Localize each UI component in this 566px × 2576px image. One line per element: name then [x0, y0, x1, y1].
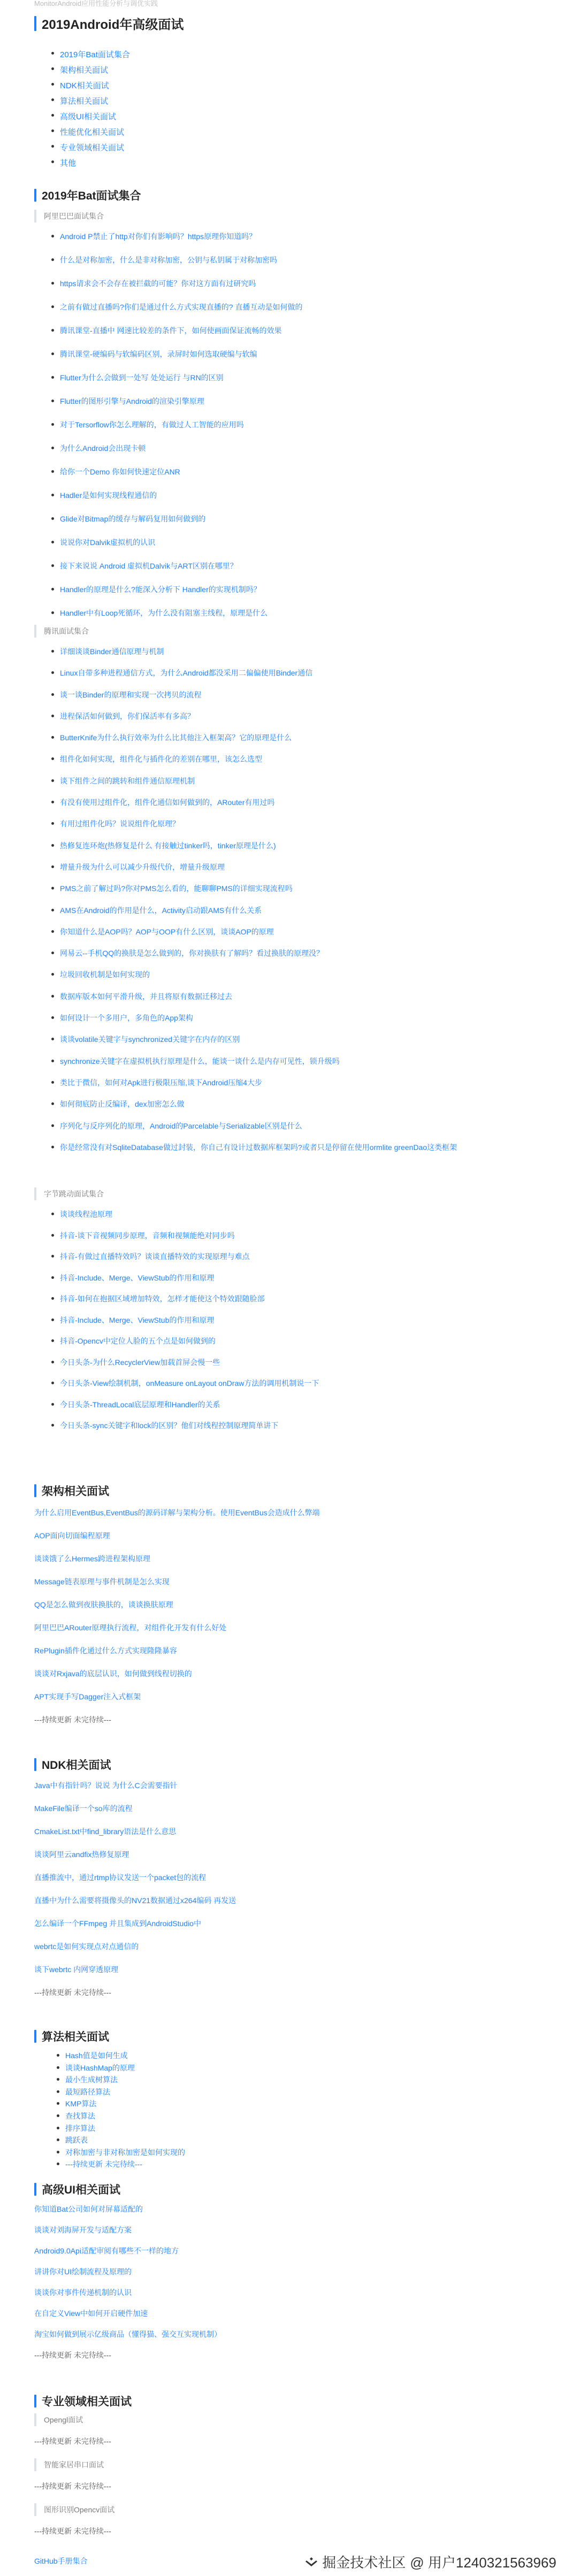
list-item: ButterKnife为什么执行效率为什么比其他注入框架高？它的原理是什么 — [51, 731, 548, 744]
list-item: 查找算法 — [57, 2110, 548, 2122]
sub-heading-ali: 阿里巴巴面试集合 — [34, 210, 548, 223]
list-item: 你是经常没有对SqliteDatabase做过封装，你自己有设计过数据库框架吗?或者只是停留在使用ormlite greenDao这类框架 — [51, 1141, 548, 1154]
list-item: Hash值是如何生成 — [57, 2050, 548, 2061]
cut-off-text: MonitorAndroid应用性能分析与调优实践 — [34, 0, 158, 7]
watermark — [305, 2552, 556, 2572]
ongoing-note: ---持续更新 未完待续--- — [34, 2482, 111, 2490]
list-item: 谈谈对刘海屏开发与适配方案 — [34, 2226, 132, 2234]
ui-question-list — [34, 2203, 221, 2362]
watermark-site: 掘金技术社区 — [322, 2555, 406, 2571]
sub-heading: Opengl面试 — [34, 2413, 548, 2426]
section-title-arch: 架构相关面试 — [34, 1483, 109, 1499]
section-title-pro: 专业领域相关面试 — [34, 2393, 132, 2409]
ongoing-note: ---持续更新 未完待续--- — [34, 1988, 111, 1997]
list-item: 接下来说说 Android 虚拟机Dalvik与ART区别在哪里？ — [51, 559, 548, 572]
list-item: ---持续更新 未完待续--- — [57, 2158, 548, 2170]
list-item: 增量升级为什么可以减少升级代价，增量升级原理 — [51, 861, 548, 873]
list-item: 淘宝如何做到展示亿级商品（懂得猫、强交互实现机制） — [34, 2330, 221, 2339]
list-item: 抖音-如何在抱据区域增加特效，怎样才能使这个特效跟随脸部 — [51, 1292, 548, 1305]
section-title-ui: 高级UI相关面试 — [34, 2181, 120, 2197]
main-title — [34, 14, 183, 33]
list-item: 进程保活如何做到，你们保活率有多高？ — [51, 710, 548, 723]
list-item: 谈谈volatile关键字与synchronized关键字在内存的区别 — [51, 1033, 548, 1046]
list-item: 谈谈HashMap的原理 — [57, 2062, 548, 2074]
table-of-contents — [51, 47, 130, 171]
toc-link[interactable]: 算法相关面试 — [51, 94, 130, 109]
list-item: PMS之前了解过吗?你对PMS怎么看的，能聊聊PMS的详细实现流程吗 — [51, 882, 548, 895]
pro-block — [34, 2413, 548, 2537]
list-item: 谈谈阿里云andfix热修复原理 — [34, 1850, 129, 1859]
sub-heading-bytedance: 字节跳动面试集合 — [34, 1187, 548, 1200]
list-item: QQ是怎么做到夜肤换肤的，谈谈换肤原理 — [34, 1600, 173, 1609]
ali-question-list — [34, 230, 548, 619]
list-item: synchronize关键字在虚拟机执行原理是什么，能谈一谈什么是内存可见性，锁升级吗 — [51, 1055, 548, 1068]
toc-link[interactable]: 架构相关面试 — [51, 63, 130, 78]
list-item: 为什么Android会出现卡顿 — [51, 442, 548, 455]
ongoing-note: ---持续更新 未完待续--- — [34, 2351, 111, 2359]
list-item: 谈谈你对事件传递机制的认识 — [34, 2288, 132, 2297]
list-item: 抖音-Opencv中定位人脸的五个点是如何做到的 — [51, 1335, 548, 1347]
list-item: 最短路径算法 — [57, 2086, 548, 2098]
main-title-text: 2019Android年高级面试 — [42, 18, 184, 32]
list-item: CmakeList.txt中find_library语法是什么意思 — [34, 1827, 177, 1836]
tencent-question-list — [34, 645, 548, 1154]
list-item: 直播推流中，通过rtmp协议发送一个packet包的流程 — [34, 1873, 206, 1882]
list-item: Flutter的图形引擎与Android的渲染引擎原理 — [51, 395, 548, 408]
list-item: 序列化与反序列化的原理，Android的Parcelable与Serializable区别是什么 — [51, 1120, 548, 1132]
github-line — [34, 2556, 88, 2566]
list-item: 跳跃表 — [57, 2134, 548, 2146]
heading-bar — [34, 2395, 36, 2408]
sub-heading-tencent: 腾讯面试集合 — [34, 625, 548, 638]
list-item: 谈谈线程池原理 — [51, 1208, 548, 1221]
list-item: 谈谈饿了么Hermes跨进程架构原理 — [34, 1554, 151, 1563]
list-item: 说说你对Dalvik虚拟机的认识 — [51, 536, 548, 549]
list-item: 对于Tersorflow你怎么理解的，有做过人工智能的应用吗 — [51, 418, 548, 431]
list-item: 讲讲你对UI绘制流程及原理的 — [34, 2267, 132, 2276]
list-item: 今日头条-View绘制机制，onMeasure onLayout onDraw方法的调用机制说一下 — [51, 1377, 548, 1390]
list-item: 给你一个Demo 你如何快速定位ANR — [51, 465, 548, 478]
bat-tencent-block — [34, 625, 548, 1162]
arch-question-list — [34, 1506, 320, 1726]
list-item: 垃圾回收机制是如何实现的 — [51, 968, 548, 981]
list-item: 今日头条-sync关键字和lock的区别？他们对线程控制原理简单讲下 — [51, 1419, 548, 1432]
list-item: Handler的原理是什么?能深入分析下 Handler的实现机制吗？ — [51, 583, 548, 596]
juejin-logo-icon — [305, 2557, 318, 2567]
list-item: APT实现手写Dagger注入式框架 — [34, 1692, 141, 1701]
list-item: 抖音-Include、Merge、ViewStub的作用和原理 — [51, 1314, 548, 1327]
list-item: 阿里巴巴ARouter原理执行流程，对组件化开发有什么好处 — [34, 1623, 227, 1632]
list-item: 详细谈谈Binder通信原理与机制 — [51, 645, 548, 658]
list-item: 之前有做过直播吗?你们是通过什么方式实现直播的? 直播互动是如何做的 — [51, 301, 548, 313]
bat-ali-block — [34, 210, 548, 630]
toc-link[interactable]: 2019年Bat面试集合 — [51, 47, 130, 63]
heading-bar — [34, 1758, 36, 1771]
list-item: 如何彻底防止反编译，dex加密怎么做 — [51, 1098, 548, 1110]
list-item: Glide对Bitmap的缓存与解码复用如何做到的 — [51, 512, 548, 525]
list-item: AOP面向切面编程原理 — [34, 1531, 110, 1540]
section-title-bat: 2019年Bat面试集合 — [34, 187, 141, 203]
list-item: 什么是对称加密，什么是非对称加密，公钥与私钥属于对称加密吗 — [51, 254, 548, 266]
sub-heading: 智能家居串口面试 — [34, 2458, 548, 2471]
list-item: 网易云--手机QQ的换肤是怎么做到的，你对换肤有了解吗？看过换肤的原理没？ — [51, 947, 548, 960]
list-item: 你知道Bat公司如何对屏幕适配的 — [34, 2205, 143, 2213]
list-item: 腾讯课堂-直播中 网速比较差的条件下，如何使画面保证流畅的效果 — [51, 324, 548, 337]
heading-bar — [34, 2183, 36, 2196]
heading-bar — [34, 2030, 36, 2043]
list-item: 今日头条-ThreadLocal底层原理和Handler的关系 — [51, 1398, 548, 1411]
watermark-user: @ 用户1240321563969 — [410, 2555, 556, 2571]
list-item: 怎么编译一个FFmpeg 并且集成到AndroidStudio中 — [34, 1919, 201, 1928]
list-item: 今日头条-为什么RecyclerView加载首屏会慢一些 — [51, 1356, 548, 1369]
toc-link[interactable]: 专业领域相关面试 — [51, 140, 130, 156]
list-item: 抖音-Include、Merge、ViewStub的作用和原理 — [51, 1271, 548, 1284]
list-item: Message链表原理与事件机制是怎么实现 — [34, 1577, 170, 1586]
heading-bar — [34, 1484, 36, 1497]
list-item: 你知道什么是AOP吗？AOP与OOP有什么区别，谈谈AOP的原理 — [51, 925, 548, 938]
list-item: 热修复连环炮(热修复是什么 有接触过tinker吗，tinker原理是什么) — [51, 839, 548, 852]
heading-bar — [34, 16, 36, 31]
list-item: Linux自带多种进程通信方式，为什么Android都没采用二偏偏使用Binder通信 — [51, 666, 548, 679]
list-item: 组件化如何实现，组件化与插件化的差别在哪里，该怎么选型 — [51, 753, 548, 765]
list-item: KMP算法 — [57, 2098, 548, 2110]
list-item: 谈下webrtc 内网穿透原理 — [34, 1965, 119, 1974]
toc-link[interactable]: 其他 — [51, 156, 130, 171]
ongoing-note: ---持续更新 未完待续--- — [34, 2437, 111, 2445]
list-item: 谈下组件之间的跳转和组件通信原理机制 — [51, 775, 548, 787]
algo-block — [34, 2050, 548, 2171]
list-item: Android P禁止了http对你们有影响吗？https原理你知道吗？ — [51, 230, 548, 243]
heading-bar — [34, 189, 36, 202]
algo-question-list — [34, 2050, 548, 2170]
ndk-question-list — [34, 1779, 236, 1999]
toc-link[interactable]: 性能优化相关面试 — [51, 125, 130, 140]
ongoing-note: ---持续更新 未完待续--- — [34, 1715, 111, 1724]
list-item: 在自定义View中如何开启硬件加速 — [34, 2309, 148, 2318]
list-item: Java中有指针吗？说说 为什么C会需要指针 — [34, 1781, 178, 1790]
list-item: RePlugin插件化通过什么方式实现隆隆暴容 — [34, 1646, 177, 1655]
sub-heading: 图形识别Opencv面试 — [34, 2503, 548, 2516]
section-title-algo: 算法相关面试 — [34, 2028, 109, 2044]
toc-link[interactable]: 高级UI相关面试 — [51, 109, 130, 125]
list-item: 数据库版本如何平滑升级，并且将原有数据迁移过去 — [51, 990, 548, 1003]
list-item: 最小生成树算法 — [57, 2074, 548, 2086]
list-item: 抖音-有做过直播特效吗？谈谈直播特效的实现原理与难点 — [51, 1250, 548, 1263]
list-item: 直播中为什么需要将摄像头的NV21数据通过x264编码 再发送 — [34, 1896, 236, 1905]
list-item: 谈谈对Rxjava的底层认识，如何做到线程切换的 — [34, 1669, 192, 1678]
list-item: 抖音-谈下音视频同步原理，音频和视频能绝对同步吗 — [51, 1229, 548, 1242]
bytedance-question-list — [34, 1208, 548, 1432]
list-item: 谈一谈Binder的原理和实现一次拷贝的流程 — [51, 688, 548, 701]
list-item: 类比于微信，如何对Apk进行极限压缩,谈下Android压缩4大步 — [51, 1076, 548, 1089]
list-item: https请求会不会存在被拦截的可能？你对这方面有过研究吗 — [51, 277, 548, 290]
github-link[interactable]: GitHub手册集合 — [34, 2557, 88, 2565]
list-item: Android9.0Api适配审阅有哪些不一样的地方 — [34, 2247, 179, 2255]
list-item: MakeFile编译一个so库的流程 — [34, 1804, 133, 1813]
list-item: AMS在Android的作用是什么，Activity启动跟AMS有什么关系 — [51, 904, 548, 917]
section-title-ndk: NDK相关面试 — [34, 1757, 111, 1773]
list-item: Handler中有Loop死循环，为什么没有阻塞主线程，原理是什么 — [51, 607, 548, 619]
list-item: 对称加密与非对称加密是如何实现的 — [57, 2146, 548, 2158]
list-item: 有没有使用过组件化，组件化通信如何做到的，ARouter有用过吗 — [51, 796, 548, 809]
list-item: 有用过组件化吗？说说组件化原理？ — [51, 817, 548, 830]
list-item: 为什么启用EventBus,EventBus的源码详解与架构分析。使用EventBus会造成什么弊端 — [34, 1508, 320, 1517]
list-item: 排序算法 — [57, 2122, 548, 2134]
list-item: Hadler是如何实现线程通信的 — [51, 489, 548, 502]
toc-link[interactable]: NDK相关面试 — [51, 78, 130, 94]
list-item: webrtc是如何实现点对点通信的 — [34, 1942, 139, 1951]
bat-bytedance-block — [34, 1187, 548, 1440]
list-item: 如何设计一个多用户，多角色的App架构 — [51, 1011, 548, 1024]
list-item: 腾讯课堂-硬编码与软编码区别，录屏时如何选取硬编与软编 — [51, 348, 548, 361]
list-item: Flutter为什么会做到一处写 处处运行 与RN的区别 — [51, 371, 548, 384]
ongoing-note: ---持续更新 未完待续--- — [34, 2527, 111, 2535]
